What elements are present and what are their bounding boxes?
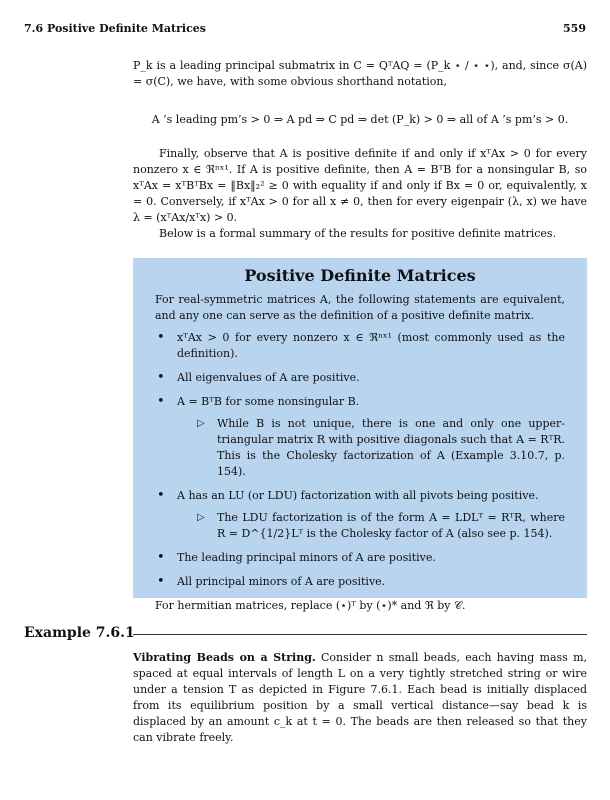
page-number: 559 xyxy=(563,22,586,35)
box-title: Positive Definite Matrices xyxy=(244,266,476,285)
example-paragraph xyxy=(133,650,587,746)
summary-intro: Below is a formal summary of the results for positive definite matrices. xyxy=(159,227,557,240)
list-item: • The leading principal minors of A are positive. xyxy=(155,550,565,566)
example-divider xyxy=(133,634,587,635)
triangle-bullet-icon: ▷ xyxy=(197,512,205,523)
positive-definite-summary-box xyxy=(133,258,587,612)
example-label: Example 7.6.1 xyxy=(24,625,135,641)
intro-paragraph: P_k is a leading principal submatrix in C = QᵀAQ = (P_k ⋆ / ⋆ ⋆), and, since σ(A) = σ(C), we have, with some obvious shorthand notation, xyxy=(133,59,587,88)
list-item: • All eigenvalues of A are positive. xyxy=(155,370,565,386)
list-item: • A = BᵀB for some nonsingular B. ▷ While B is not unique, there is one and only one upper-triangular matrix R with positive diagonals such that A = RᵀR. This is the Cholesky factorization of A (Example 3.10.7, p. 154). xyxy=(155,394,565,480)
example-title: Vibrating Beads on a String. xyxy=(133,651,316,664)
equivalent-statements-list xyxy=(155,330,565,590)
section-title: 7.6 Positive Definite Matrices xyxy=(24,22,206,35)
finally-paragraph: Finally, observe that A is positive definite if and only if xᵀAx > 0 for every nonzero x ∈ ℜⁿˣ¹. If A is positive definite, then A = BᵀB for a nonsingular B, so xᵀAx = xᵀBᵀBx = ‖Bx‖₂² ≥ 0 with equality if and only if Bx = 0 or, equivalently, x = 0. Conversely, if xᵀAx > 0 for all x ≠ 0, then for every eigenpair (λ, x) we have λ = (xᵀAx/xᵀx) > 0. xyxy=(133,147,587,224)
list-item: • All principal minors of A are positive. xyxy=(155,574,565,590)
running-header xyxy=(24,22,586,35)
leading-minors-equation: A ’s leading pm’s > 0 ⇒ A pd ⇒ C pd ⇒ det (P_k) > 0 ⇒ all of A ’s pm’s > 0. xyxy=(151,113,569,126)
sub-item: ▷ The LDU factorization is of the form A = LDLᵀ = RᵀR, where R = D^{1/2}Lᵀ is the Cholesky factor of A (also see p. 154). xyxy=(197,511,565,540)
sub-item: ▷ While B is not unique, there is one and only one upper-triangular matrix R with positive diagonals such that A = RᵀR. This is the Cholesky factorization of A (Example 3.10.7, p. 154). xyxy=(197,417,565,478)
list-item: • A has an LU (or LDU) factorization with all pivots being positive. ▷ The LDU factorization is of the form A = LDLᵀ = RᵀR, where R = D^{1/2}Lᵀ is the Cholesky factor of A (also see p. 154). xyxy=(155,488,565,542)
triangle-bullet-icon: ▷ xyxy=(197,418,205,429)
example-text: Consider n small beads, each having mass m, spaced at equal intervals of length L on a very tightly stretched string or wire under a tension T as depicted in Figure 7.6.1. Each bead is initially displaced from its equilibrium position by a small vertical distance—say bead k is displaced by an amount c_k at t = 0. The beads are then released so that they can vibrate freely. xyxy=(133,651,587,744)
box-intro: For real-symmetric matrices A, the following statements are equivalent, and any one can serve as the definition of a positive definite matrix. xyxy=(155,293,565,322)
list-item: • xᵀAx > 0 for every nonzero x ∈ ℜⁿˣ¹ (most commonly used as the definition). xyxy=(155,330,565,362)
box-footer: For hermitian matrices, replace (⋆)ᵀ by (⋆)* and ℜ by 𝒞. xyxy=(155,599,466,612)
